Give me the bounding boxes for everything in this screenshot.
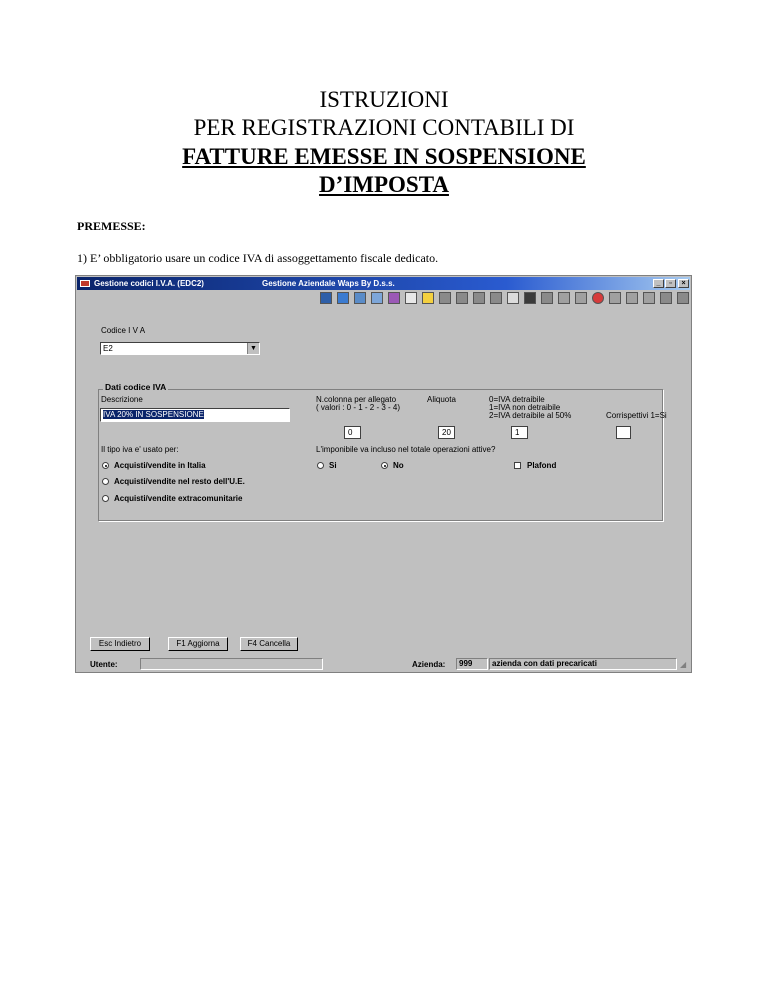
toolbar-disabled-icon-5 (541, 292, 553, 304)
resize-grip-icon[interactable]: ◢ (680, 660, 687, 669)
ncolonna-hint: ( valori : 0 - 1 - 2 - 3 - 4) (316, 403, 401, 412)
note-paragraph: 1) E’ obbligatorio usare un codice IVA di assoggettamento fiscale dedicato. (77, 251, 439, 265)
imponibile-si-label: Si (329, 461, 337, 470)
corrispettivi-checkbox[interactable] (616, 426, 631, 439)
f4-cancella-button[interactable]: F4 Cancella (240, 637, 298, 651)
window-titlebar (77, 277, 690, 290)
azienda-code: 999 (456, 658, 488, 670)
tools-icon[interactable] (354, 292, 366, 304)
toolbar (76, 291, 691, 307)
folder-icon[interactable] (422, 292, 434, 304)
toolbar-disabled-icon-2 (456, 292, 468, 304)
toolbar-disabled-icon-8 (609, 292, 621, 304)
utente-label: Utente: (90, 660, 118, 669)
tipo-italia-radio[interactable] (102, 462, 109, 469)
plafond-checkbox[interactable] (514, 462, 521, 469)
detraibile-line-1: 0=IVA detraibile (489, 395, 545, 404)
group-title: Dati codice IVA (105, 382, 167, 392)
toolbar-disabled-icon-12 (677, 292, 689, 304)
f1-aggiorna-button[interactable]: F1 Aggiorna (168, 637, 228, 651)
tipo-ue-label: Acquisti/vendite nel resto dell'U.E. (114, 477, 245, 486)
export-icon[interactable] (371, 292, 383, 304)
toolbar-disabled-icon-4 (490, 292, 502, 304)
ncolonna-input[interactable]: 0 (344, 426, 361, 439)
detraibile-input[interactable]: 1 (511, 426, 528, 439)
descrizione-input[interactable] (100, 408, 290, 422)
stop-icon[interactable] (592, 292, 604, 304)
imponibile-si-radio[interactable] (317, 462, 324, 469)
codice-iva-value: E2 (103, 344, 113, 353)
minimize-button[interactable]: _ (653, 279, 664, 288)
codice-iva-select[interactable] (100, 342, 260, 355)
imponibile-no-label: No (393, 461, 404, 470)
tipo-italia-label: Acquisti/vendite in Italia (114, 461, 206, 470)
premesse-heading: PREMESSE: (77, 219, 146, 233)
disk-icon[interactable] (524, 292, 536, 304)
imponibile-label: L'imponibile va incluso nel totale operazioni attive? (316, 445, 496, 454)
tipo-ue-radio[interactable] (102, 478, 109, 485)
toolbar-disabled-icon-1 (439, 292, 451, 304)
aliquota-input[interactable]: 20 (438, 426, 455, 439)
detraibile-line-2: 1=IVA non detraibile (489, 403, 561, 412)
toolbar-disabled-icon-11 (660, 292, 672, 304)
close-button[interactable]: × (678, 279, 689, 288)
edit-icon[interactable] (337, 292, 349, 304)
corrispettivi-label: Corrispettivi 1=Si (606, 411, 667, 420)
esc-indietro-button[interactable]: Esc Indietro (90, 637, 150, 651)
codice-iva-label: Codice I V A (101, 326, 146, 335)
azienda-name: azienda con dati precaricati (489, 658, 677, 670)
detraibile-line-3: 2=IVA detraibile al 50% (489, 411, 572, 420)
doc-title-line-2: PER REGISTRAZIONI CONTABILI DI (193, 115, 575, 140)
chevron-down-icon[interactable]: ▼ (247, 343, 259, 354)
window-app-name: Gestione Aziendale Waps By D.s.s. (262, 279, 395, 288)
app-icon (80, 280, 90, 287)
aliquota-label: Aliquota (427, 395, 456, 404)
doc-title-line-1: ISTRUZIONI (319, 87, 449, 112)
toolbar-disabled-icon-6 (558, 292, 570, 304)
toolbar-disabled-icon-3 (473, 292, 485, 304)
save-icon[interactable] (320, 292, 332, 304)
azienda-label: Azienda: (412, 660, 446, 669)
delete-record-icon[interactable] (507, 292, 519, 304)
descrizione-value: IVA 20% IN SOSPENSIONE (103, 410, 204, 419)
ncolonna-label: N.colonna per allegato (316, 395, 397, 404)
utente-field (140, 658, 323, 670)
plafond-label: Plafond (527, 461, 557, 470)
imponibile-no-radio[interactable] (381, 462, 388, 469)
toolbar-disabled-icon-10 (643, 292, 655, 304)
descrizione-label: Descrizione (101, 395, 143, 404)
tipo-extra-label: Acquisti/vendite extracomunitarie (114, 494, 243, 503)
tipo-extra-radio[interactable] (102, 495, 109, 502)
toolbar-disabled-icon-7 (575, 292, 587, 304)
tipo-iva-label: Il tipo iva e' usato per: (101, 445, 179, 454)
doc-title-line-3: FATTURE EMESSE IN SOSPENSIONE (182, 144, 586, 169)
window-title: Gestione codici I.V.A. (EDC2) (94, 279, 204, 288)
maximize-button[interactable]: ▫ (665, 279, 676, 288)
help-icon[interactable] (405, 292, 417, 304)
doc-title-line-4: D’IMPOSTA (319, 172, 449, 197)
attach-icon[interactable] (388, 292, 400, 304)
screenshot-window (75, 275, 692, 673)
toolbar-disabled-icon-9 (626, 292, 638, 304)
